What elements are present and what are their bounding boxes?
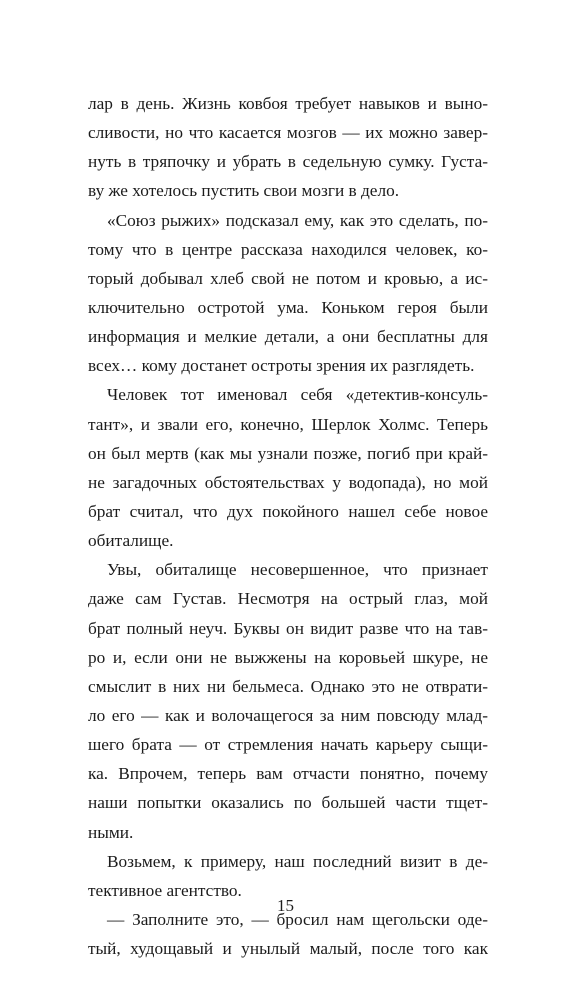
text-line: лар в день. Жизнь ковбоя требует навыков и выно- xyxy=(88,94,488,113)
text-line: ключительно остротой ума. Коньком героя были xyxy=(88,297,488,317)
text-line: сливости, но что касается мозгов — их можно завер- xyxy=(88,123,488,143)
text-line: «Союз рыжих» подсказал ему, как это сделать, по- xyxy=(107,210,488,230)
text-line: даже сам Густав. Несмотря на острый глаз, мой xyxy=(88,589,488,609)
text-line: ву же хотелось пустить свои мозги в дело. xyxy=(88,181,400,201)
text-line: наши попытки оказались по большей части тщет- xyxy=(88,793,488,813)
text-line: тективное агентство. xyxy=(88,880,242,900)
text-line: Человек тот именовал себя «детектив-консуль- xyxy=(107,385,488,405)
text-line: ло его — как и волочащегося за ним повсюду млад- xyxy=(88,705,488,725)
text-line: торый добывал хлеб свой не потом и кровью, а ис- xyxy=(88,268,488,288)
text-line: нуть в тряпочку и убрать в седельную сумку. Густа- xyxy=(88,152,488,172)
text-line: брат полный неуч. Буквы он видит разве что на тав- xyxy=(88,618,488,638)
page-number: 15 xyxy=(277,896,294,915)
text-line: ными. xyxy=(88,822,134,842)
text-line: брат считал, что дух покойного нашел себе новое xyxy=(88,501,488,521)
text-line: шего брата — от стремления начать карьеру сыщи- xyxy=(88,735,488,755)
text-line: информация и мелкие детали, а они бесплатны для xyxy=(88,327,488,347)
text-line: он был мертв (как мы узнали позже, погиб при край- xyxy=(88,443,488,463)
text-line: тый, худощавый и унылый малый, после того как xyxy=(88,939,488,959)
text-line: обиталище. xyxy=(88,531,174,551)
text-line: Возьмем, к примеру, наш последний визит в де- xyxy=(107,851,488,871)
text-line: всех… кому достанет остроты зрения их разглядеть. xyxy=(88,356,475,376)
text-line: тант», и звали его, конечно, Шерлок Холмс. Теперь xyxy=(88,414,488,434)
text-line: — Заполните это, — бросил нам щегольски оде- xyxy=(107,909,488,929)
text-line: Увы, обиталище несовершенное, что признает xyxy=(107,560,488,580)
text-line: не загадочных обстоятельствах у водопада), но мой xyxy=(88,472,488,492)
body-text xyxy=(88,89,488,963)
text-line: смыслит в них ни бельмеса. Однако это не отврати- xyxy=(88,676,488,696)
text-line: ка. Впрочем, теперь вам отчасти понятно, почему xyxy=(88,764,488,784)
text-line: ро и, если они не выжжены на коровьей шкуре, не xyxy=(88,647,488,667)
text-line: тому что в центре рассказа находился человек, ко- xyxy=(88,239,488,259)
